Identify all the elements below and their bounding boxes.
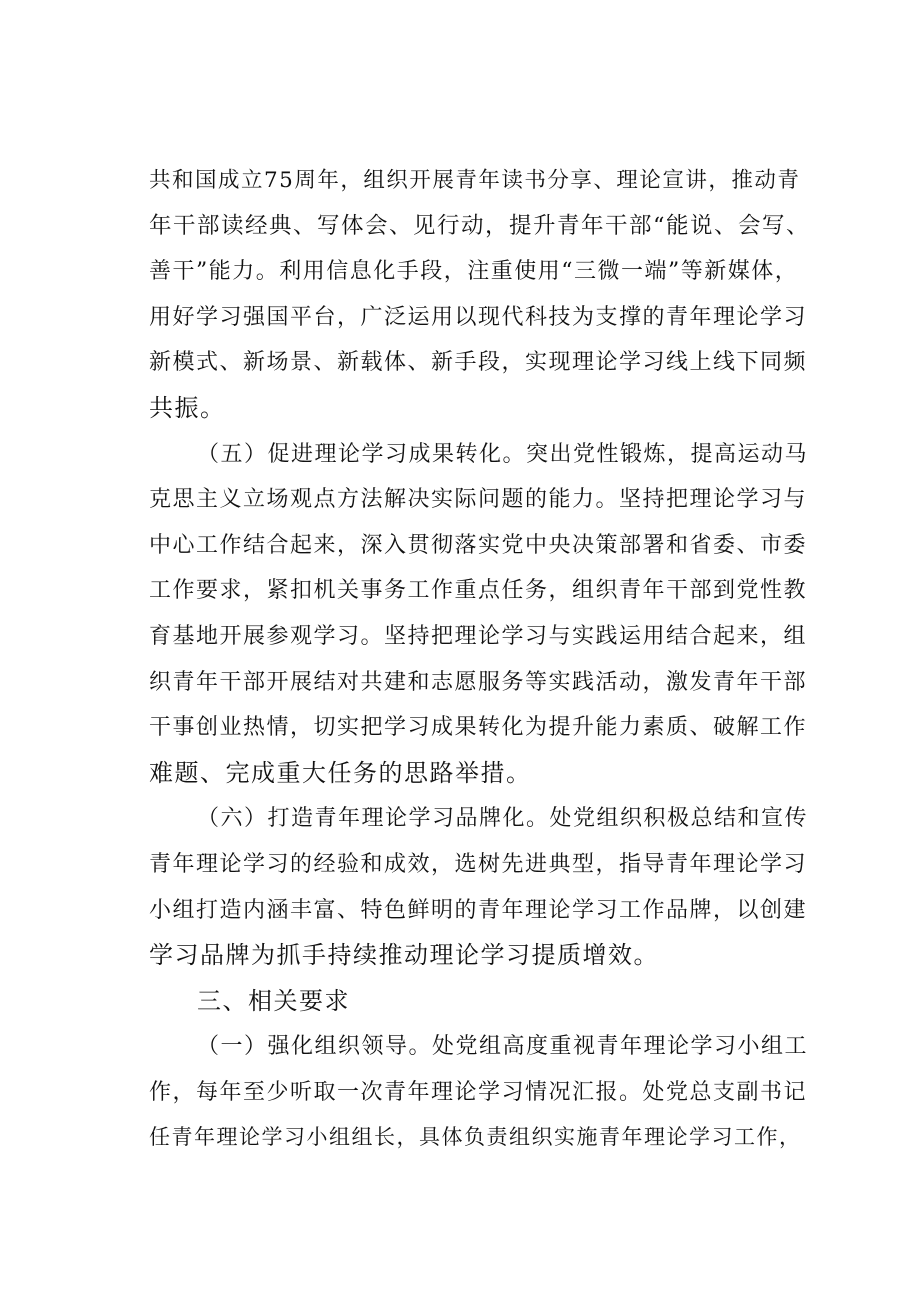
text-line: 工作要求，紧扣机关事务工作重点任务，组织青年干部到党性教 [149,578,808,604]
text-line: 用好学习强国平台，广泛运用以现代科技为支撑的青年理论学习 [149,304,808,330]
text-line: 作，每年至少听取一次青年理论学习情况汇报。处党总支副书记 [149,1079,808,1105]
document-body [149,158,809,1161]
text-line: 中心工作结合起来，深入贯彻落实党中央决策部署和省委、市委 [149,532,808,558]
text-line: （六）打造青年理论学习品牌化。处党组织积极总结和宣传 [197,806,809,832]
text-line: 任青年理论学习小组组长，具体负责组织实施青年理论学习工作， [149,1125,802,1150]
paragraph-continuation [149,158,809,432]
paragraph-section-5 [149,432,809,797]
text-line: 新模式、新场景、新载体、新手段，实现理论学习线上线下同频 [149,350,808,376]
text-line: 共振。 [149,393,226,422]
paragraph-requirement-1 [149,1024,809,1161]
text-line: 难题、完成重大任务的思路举措。 [149,758,532,787]
section-heading: 三、相关要求 [197,986,350,1015]
text-line: 小组打造内涵丰富、特色鲜明的青年理论学习工作品牌，以创建 [149,897,808,923]
text-line: 克思主义立场观点方法解决实际问题的能力。坚持把理论学习与 [149,487,808,513]
text-line: 青年理论学习的经验和成效，选树先进典型，指导青年理论学习 [149,851,808,877]
text-line: 学习品牌为抓手持续推动理论学习提质增效。 [149,941,659,970]
text-line: 年干部读经典、写体会、见行动，提升青年干部“能说、会写、 [149,212,811,239]
paragraph-section-6 [149,796,809,978]
text-line: 干事创业热情，切实把学习成果转化为提升能力素质、破解工作 [149,715,808,741]
text-line: 善干”能力。利用信息化手段，注重使用“三微一端”等新媒体， [149,259,799,285]
text-line: 共和国成立75周年，组织开展青年读书分享、理论宣讲，推动青 [149,168,801,193]
text-line: 育基地开展参观学习。坚持把理论学习与实践运用结合起来，组 [149,623,808,649]
text-line: （一）强化组织领导。处党组高度重视青年理论学习小组工 [197,1034,809,1060]
text-line: 织青年干部开展结对共建和志愿服务等实践活动，激发青年干部 [149,669,808,695]
text-line: （五）促进理论学习成果转化。突出党性锻炼，提高运动马 [197,441,809,467]
